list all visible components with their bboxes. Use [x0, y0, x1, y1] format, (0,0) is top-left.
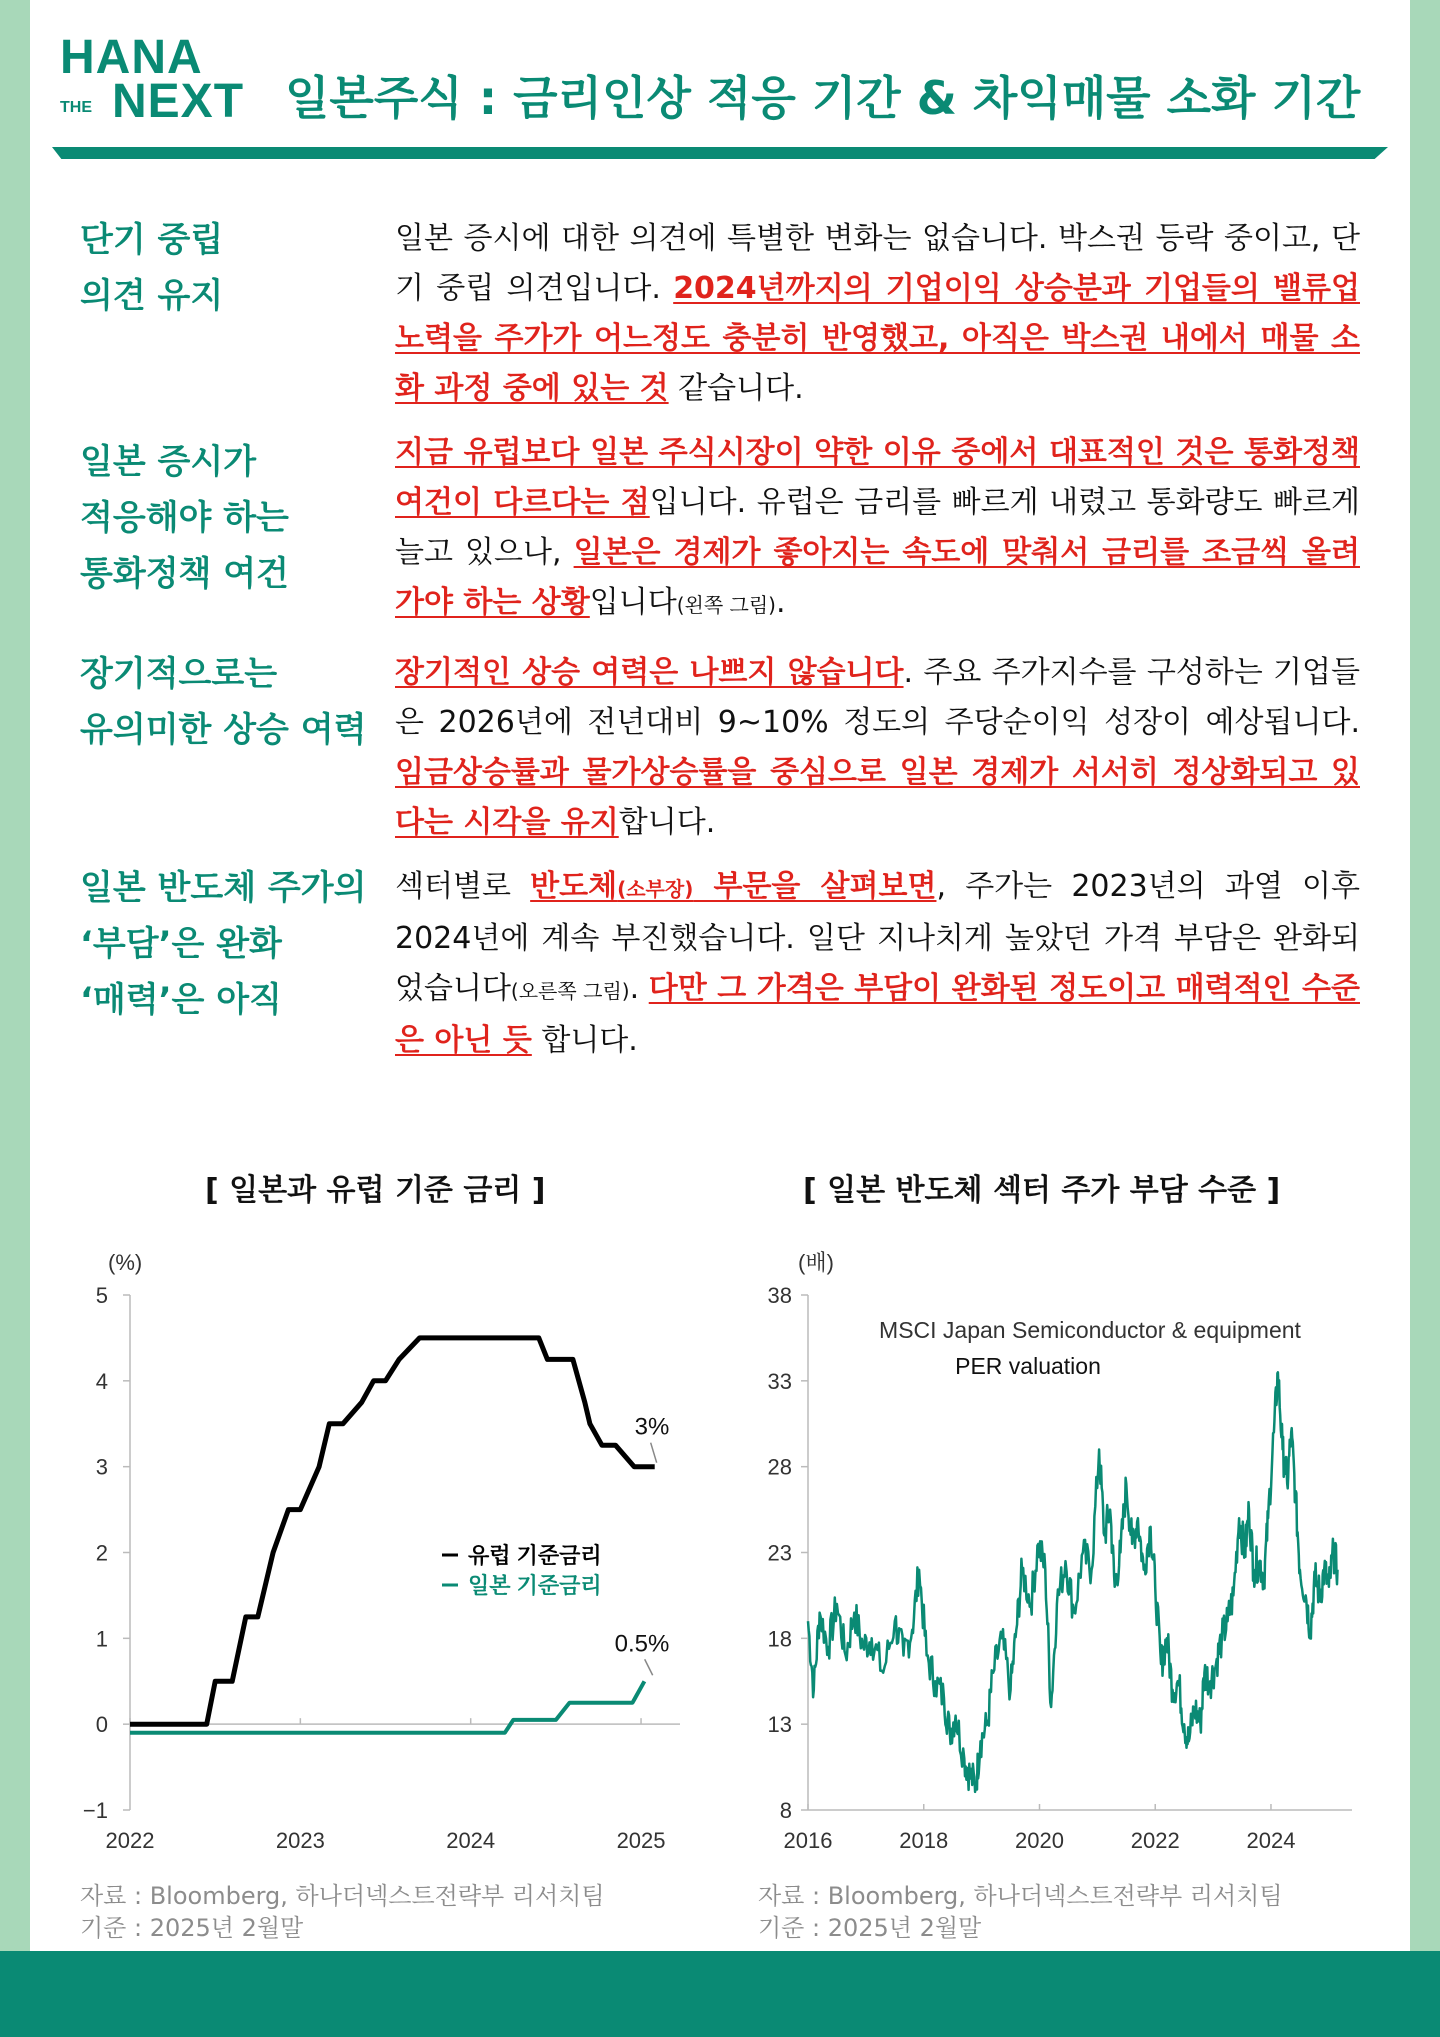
policy-rate-chart: [60, 1240, 720, 1870]
y-tick-label: 1: [95, 1626, 108, 1652]
section-heading-line: 통화정책 여건: [80, 554, 289, 594]
y-axis-unit: (배): [798, 1250, 834, 1275]
right-chart-title: [ 일본 반도체 섹터 주가 부담 수준 ]: [803, 1173, 1281, 1208]
section-4-heading: [80, 860, 366, 1028]
hana-the-next-logo: [60, 31, 260, 134]
body-text: 같습니다.: [668, 371, 804, 406]
right-chart-source: [758, 1880, 1283, 1944]
highlighted-text: 반도체: [530, 869, 618, 904]
highlighted-text: 다만 그 가격은 부담이 완화된 정도이고 매력적인 수준은 아닌 듯: [395, 971, 1360, 1058]
logo-line-2: THE: [60, 99, 92, 116]
highlighted-text: 부문을 살펴보면: [693, 869, 937, 904]
body-text: (왼쪽 그림): [676, 593, 776, 617]
x-tick-label: 2016: [783, 1828, 833, 1853]
section-2-body: [395, 428, 1360, 630]
section-heading-line: 장기적으로는: [80, 654, 278, 694]
section-3-heading: [80, 646, 366, 758]
y-axis-unit: (%): [108, 1250, 143, 1275]
source-date-line: 기준 : 2025년 2월말: [758, 1914, 982, 1942]
x-tick-label: 2022: [105, 1828, 155, 1853]
x-tick-label: 2025: [616, 1828, 666, 1853]
title-underline: [52, 147, 1388, 159]
x-tick-label: 2022: [1130, 1828, 1180, 1853]
highlighted-text: 일본은 경제가 좋아지는 속도에 맞춰서 금리를 조금씩 올려가야 하는 상황: [395, 535, 1360, 620]
x-tick-label: 2023: [275, 1828, 325, 1853]
y-tick-label: 28: [767, 1454, 792, 1480]
x-tick-label: 2024: [1246, 1828, 1296, 1853]
legend-label: 일본 기준금리: [468, 1573, 602, 1598]
semiconductor-per-chart: [740, 1240, 1370, 1870]
section-heading-line: ‘매력’은 아직: [80, 980, 282, 1020]
annotation-leader: [651, 1443, 657, 1463]
logo-line-1: HANA: [60, 31, 203, 84]
page-title: 일본주식 : 금리인상 적응 기간 & 차익매물 소화 기간: [285, 71, 1361, 125]
section-heading-line: 적응해야 하는: [80, 498, 289, 538]
annotation-europe-rate: 3%: [634, 1413, 670, 1441]
annotation-leader: [645, 1659, 653, 1675]
y-tick-label: 4: [95, 1368, 108, 1394]
body-text: . 주요 주가지수를 구성하는 기업들은 2026년에 전년대비 9~10% 정도의 주당순이익 성장이 예상됩니다.: [395, 655, 1360, 740]
section-heading-line: 유의미한 상승 여력: [80, 710, 367, 750]
y-tick-label: 13: [767, 1712, 792, 1738]
right-side-bar: [1410, 0, 1440, 2037]
section-heading-line: 일본 반도체 주가의: [80, 868, 367, 908]
y-tick-label: 3: [95, 1454, 108, 1480]
highlighted-text: 장기적인 상승 여력은 나쁘지 않습니다: [395, 655, 904, 690]
series-title-line-1: MSCI Japan Semiconductor & equipment: [879, 1317, 1301, 1343]
body-text: 합니다.: [618, 805, 716, 840]
y-tick-label: 18: [767, 1626, 792, 1652]
series-title-line-2: PER valuation: [955, 1353, 1101, 1379]
section-4-body: [395, 862, 1360, 1066]
body-text: 입니다: [589, 585, 677, 620]
x-tick-label: 2024: [446, 1828, 496, 1853]
section-2-heading: [80, 434, 289, 602]
highlighted-text: 임금상승률과 물가상승률을 중심으로 일본 경제가 서서히 정상화되고 있다는 시각을 유지: [395, 755, 1360, 840]
section-heading-line: ‘부담’은 완화: [80, 924, 282, 964]
y-tick-label: 2: [95, 1540, 108, 1566]
source-line: 자료 : Bloomberg, 하나더넥스트전략부 리서치팀: [80, 1882, 605, 1910]
x-tick-label: 2018: [899, 1828, 949, 1853]
body-text: .: [775, 585, 786, 620]
europe-rate-line: [130, 1338, 655, 1724]
section-heading-line: 의견 유지: [80, 276, 224, 316]
body-text: 섹터별로: [395, 869, 531, 904]
section-heading-line: 단기 중립: [80, 220, 224, 260]
section-1-heading: [80, 212, 223, 324]
per-valuation-line: [808, 1372, 1338, 1792]
body-text: 입니다. 유럽은 금리를 빠르게 내렸고 통화량도 빠르게 늘고 있으나,: [395, 485, 1360, 570]
y-tick-label: 23: [767, 1540, 792, 1566]
highlighted-text: (소부장): [617, 877, 694, 901]
body-text: 합니다.: [531, 1023, 638, 1058]
body-text: , 주가는 2023년의 과열 이후 2024년에 계속 부진했습니다. 일단 지나치게 높았던 가격 부담은 완화되었습니다: [395, 869, 1360, 1006]
logo-line-3: NEXT: [112, 75, 245, 128]
body-text: .: [629, 971, 649, 1006]
y-tick-label: 38: [767, 1283, 792, 1308]
y-tick-label: 0: [95, 1712, 108, 1738]
legend-label: 유럽 기준금리: [468, 1543, 602, 1568]
body-text: 일본 증시에 대한 의견에 특별한 변화는 없습니다. 박스권 등락 중이고, 단기 중립 의견입니다.: [395, 221, 1360, 306]
left-chart-source: [80, 1880, 605, 1944]
y-tick-label: 5: [95, 1283, 108, 1308]
left-side-bar: [0, 0, 30, 2037]
y-tick-label: 8: [779, 1798, 792, 1823]
x-tick-label: 2020: [1015, 1828, 1064, 1853]
section-3-body: [395, 648, 1360, 848]
highlighted-text: 지금 유럽보다 일본 주식시장이 약한 이유 중에서 대표적인 것은 통화정책 여건이 다르다는 점: [395, 435, 1360, 520]
footer-bar: [0, 1951, 1440, 2037]
section-heading-line: 일본 증시가: [80, 442, 257, 482]
left-chart-title: [ 일본과 유럽 기준 금리 ]: [205, 1173, 546, 1208]
annotation-japan-rate: 0.5%: [614, 1630, 670, 1658]
section-1-body: [395, 214, 1360, 414]
source-line: 자료 : Bloomberg, 하나더넥스트전략부 리서치팀: [758, 1882, 1283, 1910]
body-text: (오른쪽 그림): [510, 979, 630, 1003]
y-tick-label: 33: [767, 1368, 792, 1394]
y-tick-label: −1: [82, 1798, 108, 1823]
highlighted-text: 2024년까지의 기업이익 상승분과 기업들의 밸류업 노력을 주가가 어느정도 충분히 반영했고, 아직은 박스권 내에서 매물 소화 과정 중에 있는 것: [395, 271, 1360, 406]
source-date-line: 기준 : 2025년 2월말: [80, 1914, 304, 1942]
